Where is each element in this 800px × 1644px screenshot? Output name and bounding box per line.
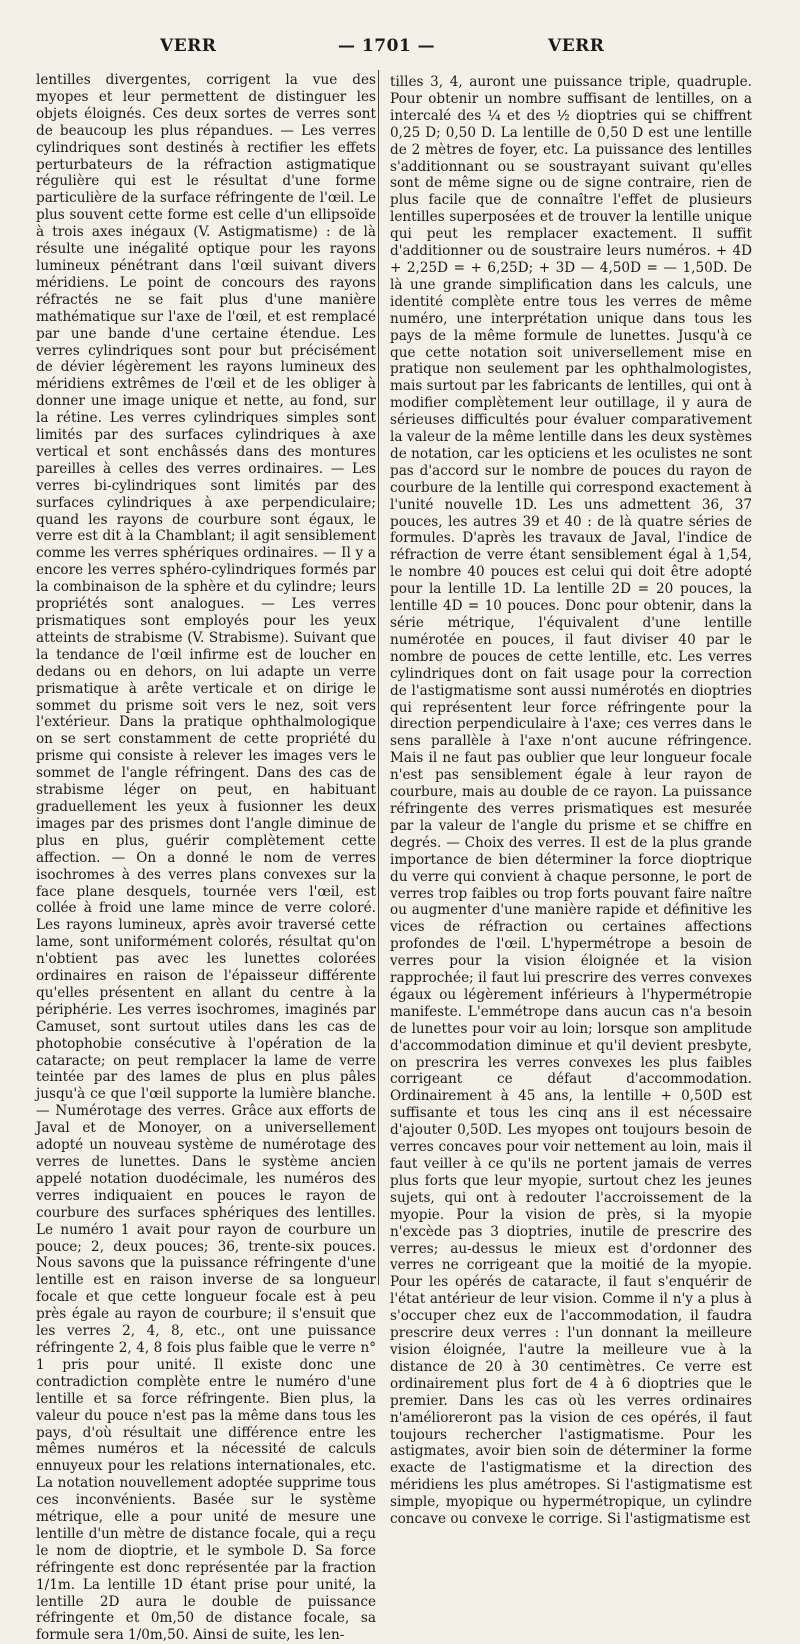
right-column bbox=[390, 74, 752, 1528]
left-column-text: lentilles divergentes, corrigent la vue des myopes et leur permettent de distinguer les objets éloignés. Ces deux sortes de verres sont de beaucoup les plus répandues. — Les verres cylindriques sont destinés à rectifier les effets perturbateurs de la réfraction astigmatique régulière qui est le résultat d'une forme particulière de la surface réfringente de l'œil. Le plus souvent cette forme est celle d'un ellipsoïde à trois axes inégaux (V. Astigmatisme) : de là résulte une inégalité optique pour les rayons lumineux pénétrant dans l'œil suivant divers méridiens. Le point de concours des rayons réfractés ne se fait plus d'une manière mathématique sur l'axe de l'œil, et est remplacé par une bande d'une certaine étendue. Les verres cylindriques sont pour but précisément de dévier légèrement les rayons lumineux des méridiens extrêmes de l'œil et de les obliger à donner une image unique et nette, au fond, sur la rétine. Les verres cylindriques simples sont limités par des surfaces cylindriques à axe vertical et sont enchâssés dans des montures pareilles à celles des verres ordinaires. — Les verres bi-cylindriques sont limités par des surfaces cylindriques à axe perpendiculaire; quand les rayons de courbure sont égaux, le verre est dit à la Chamblant; il agit sensiblement comme les verres sphériques ordinaires. — Il y a encore les verres sphéro-cylindriques formés par la combinaison de la sphère et du cylindre; leurs propriétés sont analogues. — Les verres prismatiques sont employés pour les yeux atteints de strabisme (V. Strabisme). Suivant que la tendance de l'œil infirme est de loucher en dedans ou en dehors, on lui adapte un verre prismatique à arête verticale et on dirige le sommet du prisme soit vers le nez, soit vers l'extérieur. Dans la pratique ophthalmologique on se sert constamment de cette propriété du prisme qui consiste à relever les images vers le sommet de l'angle réfringent. Dans des cas de strabisme léger on peut, en habituant graduellement les yeux à fusionner les deux images par des prismes dont l'angle diminue de plus en plus, guérir complètement cette affection. — On a donné le nom de verres isochromes à des verres plans convexes sur la face plane desquels, tournée vers l'œil, est collée à froid une lame mince de verre coloré. Les rayons lumineux, après avoir traversé cette lame, sont uniformément colorés, résultat qu'on n'obtient pas avec les lunettes colorées ordinaires en raison de l'épaisseur différente qu'elles présentent en allant du centre à la périphérie. Les verres isochromes, imaginés par Camuset, sont surtout utiles dans les cas de photophobie consécutive à l'opération de la cataracte; on peut remplacer la lame de verre teintée par des lames de plus en plus pâles jusqu'à ce que l'œil supporte la lumière blanche. — Numérotage des verres. Grâce aux efforts de Javal et de Monoyer, on a universellement adopté un nouveau système de numérotage des verres de lunettes. Dans le système ancien appelé notation duodécimale, les numéros des verres indiquaient en pouces le rayon de courbure des surfaces sphériques des lentilles. Le numéro 1 avait pour rayon de courbure un pouce; 2, deux pouces; 36, trente-six pouces. Nous savons que la puissance réfringente d'une lentille est en raison inverse de sa longueur focale et que cette longueur focale est à peu près égale au rayon de courbure; il s'ensuit que les verres 2, 4, 8, etc., ont une puissance réfringente 2, 4, 8 fois plus faible que le verre n° 1 pris pour unité. Il existe donc une contradiction complète entre le numéro d'une lentille et sa force réfringente. Bien plus, la valeur du pouce n'est pas la même dans tous les pays, d'où résultait une différence entre les mêmes numéros et la nécessité de calculs ennuyeux pour les relations internationales, etc. La notation nouvellement adoptée supprime tous ces inconvénients. Basée sur le système métrique, elle a pour unité de mesure une lentille d'un mètre de distance focale, qui a reçu le nom de dioptrie, et le symbole D. Sa force réfringente est donc représentée par la fraction 1/1m. La lentille 1D étant prise pour unité, la lentille 2D aura le double de puissance réfringente et 0m,50 de distance focale, sa formule sera 1/0m,50. Ainsi de suite, les len- bbox=[36, 72, 376, 1644]
column-divider bbox=[378, 70, 379, 1285]
right-column-text: tilles 3, 4, auront une puissance triple, quadruple. Pour obtenir un nombre suffisant de lentilles, on a intercalé des ¼ et des ½ dioptries qui se chiffrent 0,25 D; 0,50 D. La lentille de 0,50 D est une lentille de 2 mètres de foyer, etc. La puissance des lentilles s'additionnant ou se soustrayant suivant qu'elles sont de même signe ou de signe contraire, rien de plus facile que de connaître l'effet de plusieurs lentilles superposées et de trouver la lentille unique qui peut les remplacer exactement. Il suffit d'additionner ou de soustraire leurs numéros. + 4D + 2,25D = + 6,25D; + 3D — 4,50D = — 1,50D. De là une grande simplification dans les calculs, une identité complète entre tous les verres de même numéro, une interprétation unique dans tous les pays de la même formule de lunettes. Jusqu'à ce que cette notation soit universellement mise en pratique non seulement par les ophthalmologistes, mais surtout par les fabricants de lentilles, qui ont à modifier complètement leur outillage, il y aura de sérieuses difficultés pour évaluer comparativement la valeur de la même lentille dans les deux systèmes de notation, car les opticiens et les oculistes ne sont pas d'accord sur le nombre de pouces du rayon de courbure de la lentille qui correspond exactement à l'unité nouvelle 1D. Les uns admettent 36, 37 pouces, les autres 39 et 40 : de là quatre séries de formules. D'après les travaux de Javal, l'indice de réfraction de verre étant sensiblement égal à 1,54, le nombre 40 pouces est celui qui doit être adopté pour la lentille 1D. La lentille 2D = 20 pouces, la lentille 4D = 10 pouces. Donc pour obtenir, dans la série métrique, l'équivalent d'une lentille numérotée en pouces, il faut diviser 40 par le nombre de pouces de cette lentille, etc. Les verres cylindriques dont on fait usage pour la correction de l'astigmatisme sont aussi numérotés en dioptries qui représentent leur force réfringente pour la direction perpendiculaire à l'axe; ces verres dans le sens parallèle à l'axe n'ont aucune réfringence. Mais il ne faut pas oublier que leur longueur focale n'est pas sensiblement égale à leur rayon de courbure, mais au double de ce rayon. La puissance réfringente des verres prismatiques est mesurée par la valeur de l'angle du prisme et se chiffre en degrés. — Choix des verres. Il est de la plus grande importance de bien déterminer la force dioptrique du verre qui convient à chaque personne, le port de verres trop faibles ou trop forts pouvant faire naître ou augmenter d'une manière rapide et définitive les vices de réfraction ou certaines affections profondes de l'œil. L'hypermétrope a besoin de verres pour la vision éloignée et la vision rapprochée; il faut lui prescrire des verres convexes égaux ou légèrement inférieurs à l'hypermétropie manifeste. L'emmétrope dans aucun cas n'a besoin de lunettes pour voir au loin; lorsque son amplitude d'accommodation diminue et qu'il devient presbyte, on prescrira les verres convexes les plus faibles corrigeant ce défaut d'accommodation. Ordinairement à 45 ans, la lentille + 0,50D est suffisante et tous les cinq ans il est nécessaire d'ajouter 0,50D. Les myopes ont toujours besoin de verres concaves pour voir nettement au loin, mais il faut veiller à ce qu'ils ne portent jamais de verres plus forts que leur myopie, surtout chez les jeunes sujets, qui ont à redouter l'accroissement de la myopie. Pour la vision de près, si la myopie n'excède pas 3 dioptries, inutile de prescrire des verres; au-dessus le mieux est d'ordonner des verres ne corrigeant que la moitié de la myopie. Pour les opérés de cataracte, il faut s'enquérir de l'état antérieur de leur vision. Comme il n'y a plus à s'occuper chez eux de l'accommodation, il faudra prescrire deux verres : l'un donnant la meilleure vision éloignée, l'autre la meilleure vue à la distance de 20 à 30 centimètres. Ce verre est ordinairement plus fort de 4 à 6 dioptries que le premier. Dans les cas où les verres ordinaires n'amélioreront pas la vision de ces opérés, il faut toujours rechercher l'astigmatisme. Pour les astigmates, avoir bien soin de déterminer la forme exacte de l'astigmatisme et la direction des méridiens les plus amétropes. Si l'astigmatisme est simple, myopique ou hypermétropique, un cylindre concave ou convexe le corrige. Si l'astigmatisme est bbox=[390, 74, 752, 1528]
page-number: — 1701 — bbox=[338, 36, 436, 56]
running-head-right: VERR bbox=[548, 36, 605, 56]
running-head-left: VERR bbox=[160, 36, 217, 56]
left-column bbox=[36, 72, 376, 1644]
